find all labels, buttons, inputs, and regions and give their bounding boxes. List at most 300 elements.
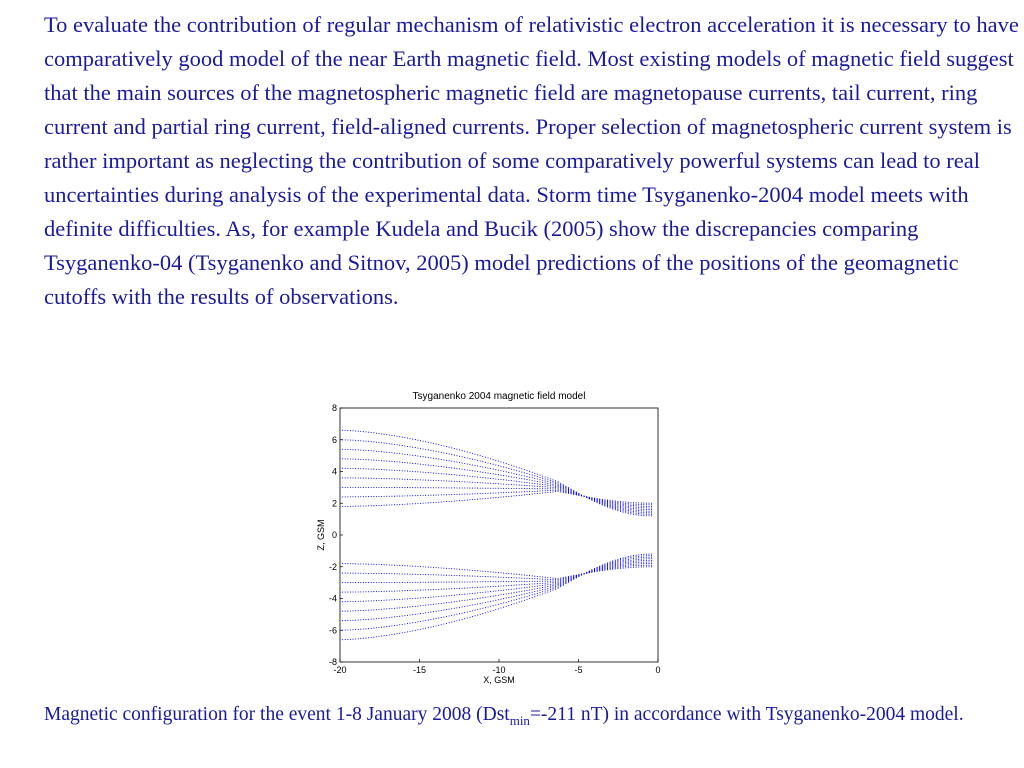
field-point [519,485,520,486]
field-point [363,496,364,497]
field-point [526,491,527,492]
field-point [459,462,460,463]
field-point [534,586,535,587]
field-point [462,481,463,482]
field-point [363,505,364,506]
field-point [467,463,468,464]
field-point [454,494,455,495]
field-point [391,487,392,488]
field-point [477,488,478,489]
field-point [402,590,403,591]
field-point [506,467,507,468]
field-point [493,610,494,611]
field-point [474,587,475,588]
field-point [391,608,392,609]
field-point [456,620,457,621]
field-point [539,481,540,482]
field-point [443,487,444,488]
field-point [386,635,387,636]
field-point [529,474,530,475]
field-point [636,511,637,512]
field-point [612,563,613,564]
field-point [500,461,501,462]
field-point [371,496,372,497]
field-point [464,612,465,613]
field-point [365,638,366,639]
field-point [345,563,346,564]
field-point [623,501,624,502]
field-point [459,500,460,501]
field-point [410,487,411,488]
field-point [552,485,553,486]
field-point [474,459,475,460]
field-point [373,487,374,488]
field-point [386,617,387,618]
field-point [487,586,488,587]
field-point [474,493,475,494]
field-point [487,606,488,607]
field-point [630,567,631,568]
field-point [578,574,579,575]
field-point [633,567,634,568]
field-point [630,556,631,557]
field-point [420,503,421,504]
field-point [560,488,561,489]
field-point [428,495,429,496]
field-point [633,565,634,566]
field-point [469,575,470,576]
field-point [412,574,413,575]
field-point [472,499,473,500]
field-point [506,496,507,497]
field-point [462,456,463,457]
field-point [399,496,400,497]
field-point [454,448,455,449]
field-point [423,456,424,457]
y-tick-label: 6 [331,434,337,445]
field-point [550,577,551,578]
field-point [363,573,364,574]
field-point [477,603,478,604]
field-point [446,623,447,624]
field-point [630,506,631,507]
field-point [503,590,504,591]
field-point [493,488,494,489]
field-point [428,567,429,568]
field-point [365,573,366,574]
field-point [420,456,421,457]
field-point [373,582,374,583]
field-point [342,639,343,640]
field-point [373,478,374,479]
field-point [454,588,455,589]
field-point [469,452,470,453]
field-point [464,618,465,619]
field-point [537,581,538,582]
field-point [480,598,481,599]
field-point [513,488,514,489]
field-point [345,458,346,459]
field-point [420,590,421,591]
field-point [526,494,527,495]
field-point [467,487,468,488]
field-point [386,626,387,627]
field-point [407,607,408,608]
field-point [430,619,431,620]
field-point [386,582,387,583]
field-point [560,582,561,583]
field-point [490,611,491,612]
field-point [449,615,450,616]
field-point [641,566,642,567]
field-point [467,593,468,594]
field-point [511,604,512,605]
field-point [591,572,592,573]
field-point [436,582,437,583]
field-point [521,581,522,582]
field-point [500,594,501,595]
field-point [485,457,486,458]
field-point [404,598,405,599]
field-point [342,477,343,478]
field-point [521,472,522,473]
field-point [641,556,642,557]
field-point [420,597,421,598]
field-point [490,488,491,489]
field-point [446,582,447,583]
field-point [454,474,455,475]
field-point [417,613,418,614]
field-point [563,492,564,493]
field-point [526,476,527,477]
field-point [630,563,631,564]
field-point [623,506,624,507]
y-axis-label: Z, GSM [316,519,326,551]
field-point [604,570,605,571]
field-point [550,591,551,592]
field-point [360,619,361,620]
field-point [521,475,522,476]
field-point [495,478,496,479]
field-point [643,512,644,513]
field-point [420,629,421,630]
field-point [368,637,369,638]
field-point [384,505,385,506]
field-point [648,565,649,566]
field-point [378,582,379,583]
field-point [526,473,527,474]
field-point [391,444,392,445]
field-point [394,435,395,436]
field-point [352,582,353,583]
field-point [345,601,346,602]
field-point [365,610,366,611]
field-point [513,477,514,478]
field-point [560,484,561,485]
field-point [513,603,514,604]
field-point [412,606,413,607]
field-point [443,452,444,453]
field-point [607,500,608,501]
field-point [467,581,468,582]
field-point [391,573,392,574]
field-point [571,576,572,577]
field-point [417,598,418,599]
field-point [529,477,530,478]
field-point [423,503,424,504]
field-point [456,601,457,602]
field-point [438,494,439,495]
field-point [404,445,405,446]
field-point [615,507,616,508]
field-point [524,575,525,576]
field-point [339,563,340,564]
field-point [542,591,543,592]
field-point [581,574,582,575]
field-point [529,491,530,492]
field-point [446,474,447,475]
field-point [599,498,600,499]
field-point [350,563,351,564]
field-point [521,591,522,592]
field-point [373,573,374,574]
field-point [633,507,634,508]
field-point [365,564,366,565]
field-point [449,453,450,454]
field-point [399,436,400,437]
field-point [402,479,403,480]
field-point [643,514,644,515]
field-point [542,488,543,489]
field-point [498,581,499,582]
field-point [456,462,457,463]
field-point [386,573,387,574]
field-point [384,617,385,618]
field-point [389,608,390,609]
field-point [365,487,366,488]
field-point [516,585,517,586]
field-point [628,559,629,560]
field-point [539,490,540,491]
field-point [446,602,447,603]
field-point [550,487,551,488]
field-point [643,554,644,555]
field-point [628,507,629,508]
field-point [428,472,429,473]
field-point [410,631,411,632]
field-point [586,496,587,497]
field-point [516,574,517,575]
field-point [651,504,652,505]
field-point [643,562,644,563]
field-point [456,607,457,608]
field-point [342,601,343,602]
field-point [576,575,577,576]
field-point [545,484,546,485]
field-point [542,579,543,580]
field-point [433,458,434,459]
field-point [615,506,616,507]
field-point [423,589,424,590]
field-point [630,502,631,503]
field-point [552,487,553,488]
field-point [412,590,413,591]
field-point [407,504,408,505]
field-point [467,617,468,618]
field-point [397,444,398,445]
field-point [456,588,457,589]
field-point [555,483,556,484]
field-point [503,471,504,472]
field-point [628,566,629,567]
field-point [363,468,364,469]
field-point [487,473,488,474]
field-point [513,581,514,582]
field-point [433,619,434,620]
field-point [373,637,374,638]
field-point [620,510,621,511]
field-point [529,494,530,495]
field-point [469,470,470,471]
field-point [612,507,613,508]
field-point [506,593,507,594]
field-point [339,477,340,478]
field-point [552,588,553,589]
field-point [451,608,452,609]
field-point [521,578,522,579]
field-point [526,485,527,486]
field-point [513,466,514,467]
field-point [550,490,551,491]
field-point [508,476,509,477]
field-point [648,555,649,556]
field-point [490,463,491,464]
field-point [480,570,481,571]
field-point [423,479,424,480]
field-point [552,581,553,582]
field-point [402,573,403,574]
field-point [615,501,616,502]
field-point [449,494,450,495]
field-point [415,566,416,567]
field-point [436,625,437,626]
field-point [620,564,621,565]
field-point [386,461,387,462]
field-point [506,573,507,574]
field-point [584,496,585,497]
field-point [451,474,452,475]
field-point [625,559,626,560]
field-point [417,495,418,496]
field-point [612,506,613,507]
field-point [641,562,642,563]
field-point [534,578,535,579]
field-point [506,475,507,476]
field-point [436,465,437,466]
field-point [469,493,470,494]
field-point [526,482,527,483]
field-point [407,623,408,624]
field-point [347,458,348,459]
field-point [469,593,470,594]
field-point [428,627,429,628]
field-point [352,449,353,450]
field-point [516,466,517,467]
field-point [646,566,647,567]
field-point [352,563,353,564]
field-point [368,459,369,460]
field-point [526,590,527,591]
field-point [558,488,559,489]
field-point [487,468,488,469]
field-point [547,579,548,580]
field-point [462,581,463,582]
field-point [623,562,624,563]
field-point [498,599,499,600]
field-point [402,624,403,625]
field-point [490,473,491,474]
field-point [550,579,551,580]
field-point [612,569,613,570]
field-point [532,488,533,489]
field-point [617,509,618,510]
field-point [519,491,520,492]
field-point [485,597,486,598]
field-point [542,492,543,493]
field-point [500,475,501,476]
field-point [524,469,525,470]
field-point [446,453,447,454]
field-point [433,582,434,583]
field-point [506,488,507,489]
field-point [495,483,496,484]
field-point [430,480,431,481]
field-point [537,595,538,596]
field-point [355,496,356,497]
field-point [474,482,475,483]
field-point [539,594,540,595]
field-point [539,475,540,476]
field-point [474,499,475,500]
field-point [430,457,431,458]
field-point [451,622,452,623]
field-point [399,599,400,600]
field-point [363,619,364,620]
field-point [508,581,509,582]
field-point [550,482,551,483]
field-point [625,567,626,568]
field-point [534,486,535,487]
field-point [612,508,613,509]
field-point [391,435,392,436]
field-point [490,498,491,499]
field-point [633,564,634,565]
field-point [472,459,473,460]
field-point [638,560,639,561]
field-point [493,473,494,474]
field-point [438,480,439,481]
field-point [490,606,491,607]
field-point [384,496,385,497]
field-point [459,588,460,589]
field-point [381,496,382,497]
field-point [571,493,572,494]
field-point [378,564,379,565]
field-point [513,588,514,589]
field-point [381,505,382,506]
field-point [391,634,392,635]
field-point [651,514,652,515]
